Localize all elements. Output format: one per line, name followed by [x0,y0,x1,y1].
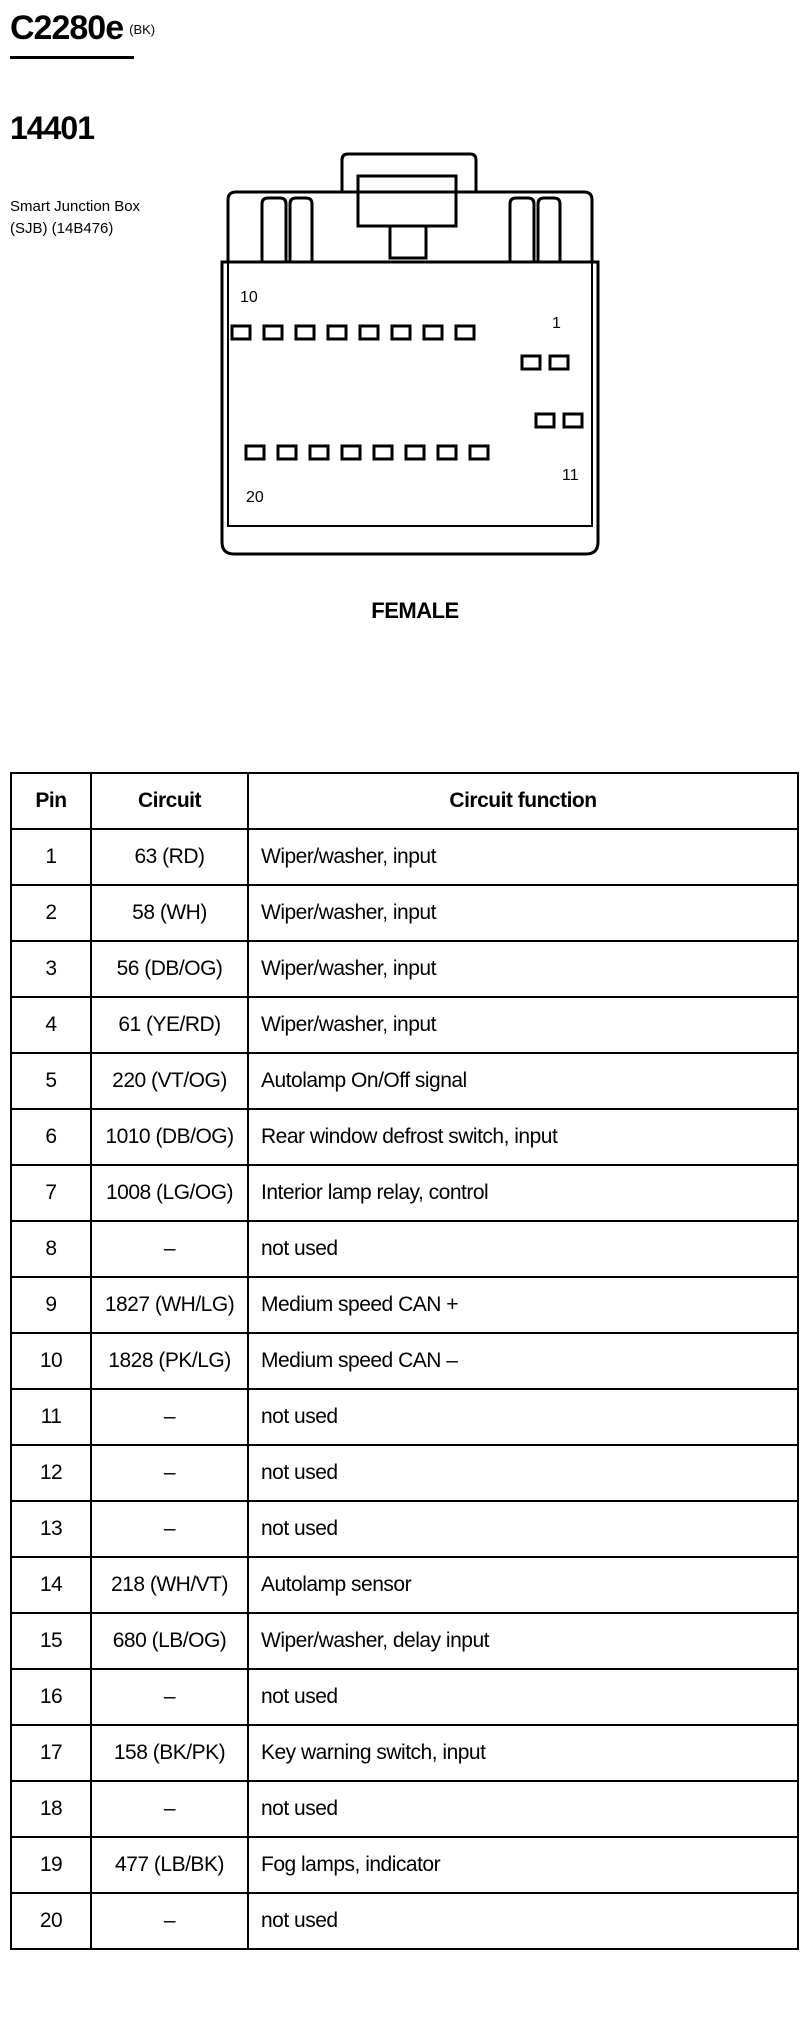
cell-circuit: 56 (DB/OG) [91,941,248,997]
cell-circuit: 1828 (PK/LG) [91,1333,248,1389]
table-row [11,1333,798,1389]
table-row [11,1557,798,1613]
pin-cavity-4 [424,326,442,339]
cell-circuit: 58 (WH) [91,885,248,941]
cell-pin: 13 [11,1501,91,1557]
connector-color: (BK) [129,22,156,38]
table-row [11,1893,798,1949]
cell-function: Medium speed CAN – [248,1333,798,1389]
cell-function: Autolamp sensor [248,1557,798,1613]
pin-table [10,772,799,1950]
table-row [11,1669,798,1725]
cell-function: not used [248,1445,798,1501]
cell-pin: 8 [11,1221,91,1277]
cell-circuit: – [91,1781,248,1837]
cell-circuit: – [91,1893,248,1949]
title-underline [10,56,134,59]
pin-cavity-1 [550,356,568,369]
cell-function: Interior lamp relay, control [248,1165,798,1221]
pin-cavity-19 [278,446,296,459]
table-row [11,1445,798,1501]
pin-cavity-13 [470,446,488,459]
cell-function: Wiper/washer, delay input [248,1613,798,1669]
connector-title [10,8,155,50]
cell-function: not used [248,1781,798,1837]
pin-label-20: 20 [246,489,264,506]
description-line-1: Smart Junction Box [10,198,141,215]
pin-cavity-8 [296,326,314,339]
cell-function: Wiper/washer, input [248,997,798,1053]
cell-function: Wiper/washer, input [248,941,798,997]
pin-cavity-6 [360,326,378,339]
cell-pin: 17 [11,1725,91,1781]
cell-pin: 9 [11,1277,91,1333]
pin-cavity-18 [310,446,328,459]
table-row [11,1053,798,1109]
cell-pin: 1 [11,829,91,885]
upper-pin-row [232,326,474,339]
cell-circuit: – [91,1669,248,1725]
connector-id: C2280e [10,9,124,47]
pin-cavity-2 [522,356,540,369]
cell-pin: 19 [11,1837,91,1893]
pin-cavity-10 [232,326,250,339]
cell-circuit: – [91,1221,248,1277]
connector-description [10,196,200,240]
pin-cavity-14 [438,446,456,459]
cell-pin: 15 [11,1613,91,1669]
table-row [11,1501,798,1557]
cell-circuit: 1008 (LG/OG) [91,1165,248,1221]
table-row [11,1781,798,1837]
cell-pin: 4 [11,997,91,1053]
pin-cavity-11 [564,414,582,427]
cell-function: Key warning switch, input [248,1725,798,1781]
table-row [11,885,798,941]
pin-cavity-15 [406,446,424,459]
cell-function: not used [248,1669,798,1725]
table-row [11,941,798,997]
table-row [11,1165,798,1221]
cell-circuit: 158 (BK/PK) [91,1725,248,1781]
cell-function: Wiper/washer, input [248,829,798,885]
cell-circuit: 680 (LB/OG) [91,1613,248,1669]
cell-function: Fog lamps, indicator [248,1837,798,1893]
table-row [11,1221,798,1277]
table-row [11,997,798,1053]
cell-circuit: – [91,1445,248,1501]
connector-latch [342,154,476,258]
cell-function: not used [248,1389,798,1445]
cell-circuit: – [91,1389,248,1445]
connector-body [222,192,598,554]
cell-pin: 3 [11,941,91,997]
cell-function: Wiper/washer, input [248,885,798,941]
pin-cavity-20 [246,446,264,459]
cell-pin: 12 [11,1445,91,1501]
table-row [11,1389,798,1445]
cell-pin: 11 [11,1389,91,1445]
connector-ribs [262,198,560,262]
description-line-2: (SJB) (14B476) [10,220,114,237]
pin-cavity-12 [536,414,554,427]
cell-circuit: 1827 (WH/LG) [91,1277,248,1333]
pin-table-body [11,829,798,1949]
cell-pin: 14 [11,1557,91,1613]
pin-cavity-9 [264,326,282,339]
pin-cavity-17 [342,446,360,459]
cell-pin: 18 [11,1781,91,1837]
cell-circuit: 220 (VT/OG) [91,1053,248,1109]
header-function: Circuit function [248,773,798,829]
cell-circuit: – [91,1501,248,1557]
table-header-row [11,773,798,829]
table-row [11,1837,798,1893]
cell-pin: 6 [11,1109,91,1165]
cell-circuit: 1010 (DB/OG) [91,1109,248,1165]
cell-circuit: 63 (RD) [91,829,248,885]
pin-label-11: 11 [562,467,579,484]
table-row [11,1613,798,1669]
cell-pin: 7 [11,1165,91,1221]
side-pin-group [522,356,582,427]
connector-face-diagram [220,150,600,570]
pin-cavity-7 [328,326,346,339]
pin-cavity-16 [374,446,392,459]
table-row [11,1277,798,1333]
table-row [11,829,798,885]
cell-pin: 16 [11,1669,91,1725]
cell-function: not used [248,1893,798,1949]
connector-gender: FEMALE [371,598,459,623]
pin-label-1: 1 [552,315,561,332]
cell-pin: 5 [11,1053,91,1109]
cell-function: Autolamp On/Off signal [248,1053,798,1109]
pin-cavity-5 [392,326,410,339]
cell-circuit: 61 (YE/RD) [91,997,248,1053]
table-row [11,1725,798,1781]
cell-pin: 2 [11,885,91,941]
cell-function: not used [248,1501,798,1557]
cell-function: not used [248,1221,798,1277]
cell-pin: 20 [11,1893,91,1949]
part-number: 14401 [10,110,94,146]
cell-function: Rear window defrost switch, input [248,1109,798,1165]
pin-label-10: 10 [240,289,258,306]
lower-pin-row [246,446,488,459]
header-pin: Pin [11,773,91,829]
cell-circuit: 218 (WH/VT) [91,1557,248,1613]
cell-pin: 10 [11,1333,91,1389]
table-row [11,1109,798,1165]
pin-cavity-3 [456,326,474,339]
cell-function: Medium speed CAN + [248,1277,798,1333]
header-circuit: Circuit [91,773,248,829]
cell-circuit: 477 (LB/BK) [91,1837,248,1893]
